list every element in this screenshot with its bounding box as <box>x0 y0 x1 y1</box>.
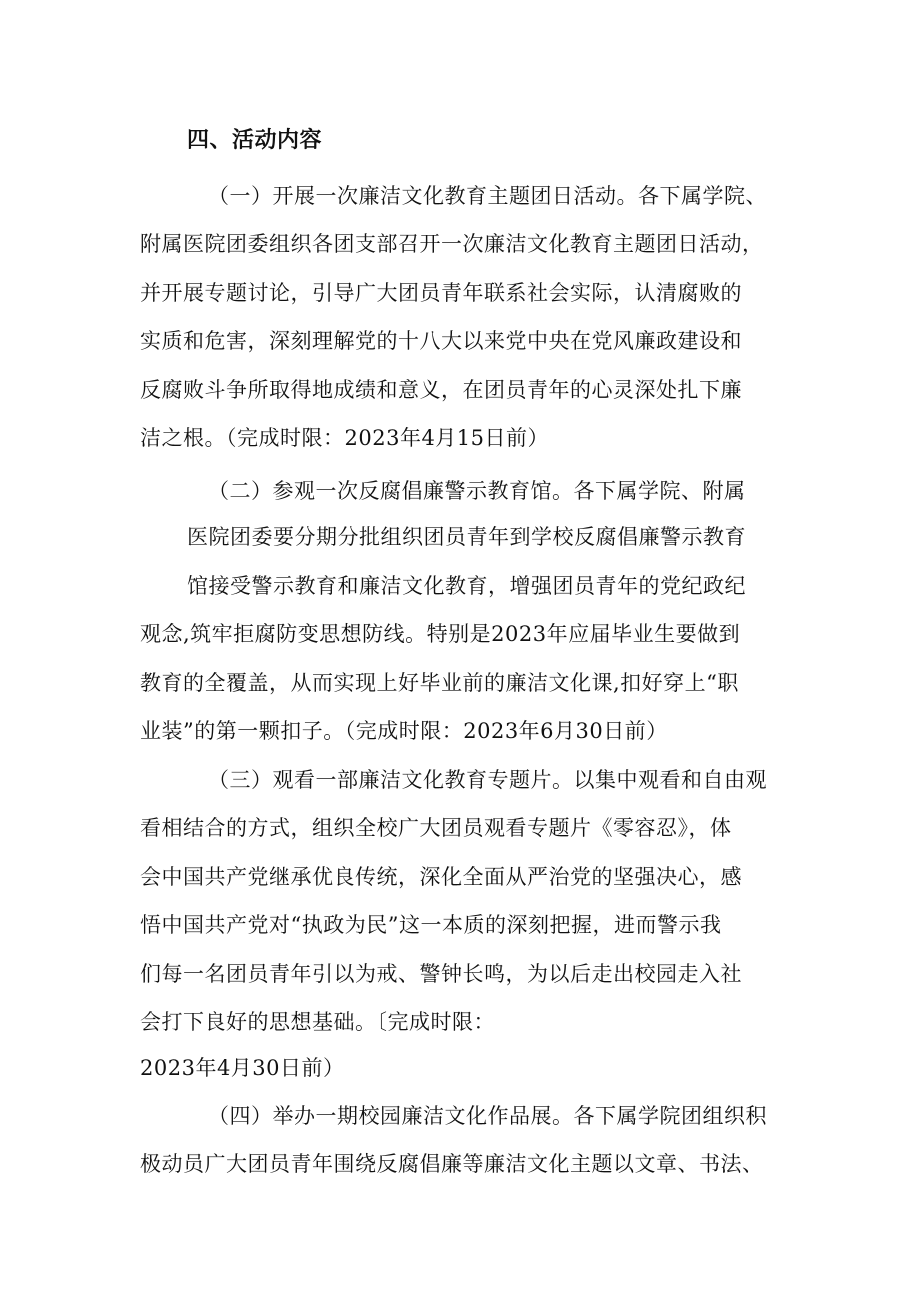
section-heading: 四、活动内容 <box>187 127 323 153</box>
paragraph-line: （四）举办一期校园廉洁文化作品展。各下属学院团组织积 <box>208 1104 767 1128</box>
paragraph-line: 悟中国共产党对“执政为民”这一本质的深刻把握，进而警示我 <box>140 913 722 937</box>
paragraph-line: 看相结合的方式，组织全校广大团员观看专题片《零容忍》，体 <box>140 816 732 840</box>
paragraph-line: （二）参观一次反腐倡廉警示教育馆。各下属学院、附属 <box>208 479 746 503</box>
paragraph-line: （一）开展一次廉洁文化教育主题团日活动。各下属学院、 <box>208 184 767 208</box>
paragraph-line: 实质和危害，深刻理解党的十八大以来党中央在党风廉政建设和 <box>140 329 742 353</box>
paragraph-line: 反腐败斗争所取得地成绩和意义，在团员青年的心灵深处扎下廉 <box>140 378 742 402</box>
paragraph-line: （三）观看一部廉洁文化教育专题片。以集中观看和自由观 <box>208 768 767 792</box>
paragraph-line: 业装”的第一颗扣子。（完成时限：2023年6月30日前） <box>140 719 668 743</box>
paragraph-line: 会中国共产党继承优良传统，深化全面从严治党的坚强决心，感 <box>140 865 742 889</box>
paragraph-line: 医院团委要分期分批组织团员青年到学校反腐倡廉警示教育 <box>187 525 746 549</box>
paragraph-line: 2023年4月30日前） <box>140 1056 345 1080</box>
paragraph-line: 会打下良好的思想基础。〔完成时限： <box>140 1010 495 1034</box>
paragraph-line: 馆接受警示教育和廉洁文化教育，增强团员青年的党纪政纪 <box>187 574 746 598</box>
paragraph-line: 教育的全覆盖，从而实现上好毕业前的廉洁文化课,扣好穿上“职 <box>140 671 739 695</box>
paragraph-line: 们每一名团员青年引以为戒、警钟长鸣，为以后走出校园走入社 <box>140 962 742 986</box>
paragraph-line: 附属医院团委组织各团支部召开一次廉洁文化教育主题团日活动， <box>140 232 764 256</box>
paragraph-line: 极动员广大团员青年围绕反腐倡廉等廉洁文化主题以文章、书法、 <box>140 1152 764 1176</box>
paragraph-line: 观念,筑牢拒腐防变思想防线。特别是2023年应届毕业生要做到 <box>140 622 741 646</box>
paragraph-line: 洁之根。（完成时限：2023年4月15日前） <box>140 426 550 450</box>
paragraph-line: 并开展专题讨论，引导广大团员青年联系社会实际，认清腐败的 <box>140 281 742 305</box>
